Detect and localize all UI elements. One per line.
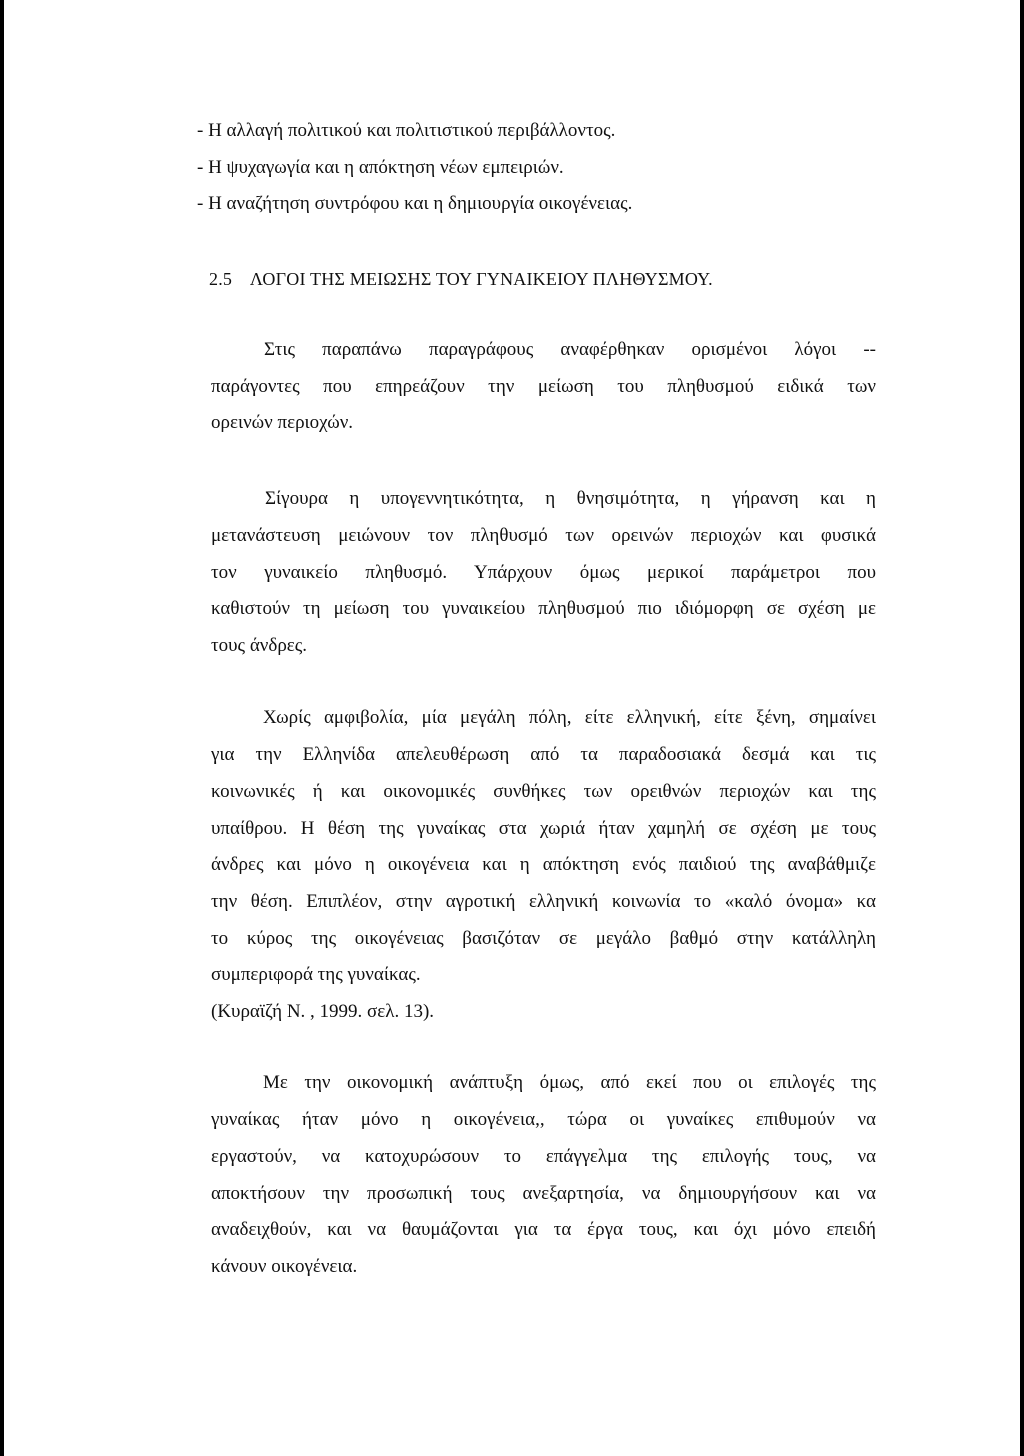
paragraph-1-line-3: ορεινών περιοχών. [211,412,354,433]
bullet-item-2: - Η ψυχαγωγία και η απόκτηση νέων εμπειριών. [197,157,564,178]
citation: (Κυραϊζή Ν. , 1999. σελ. 13). [211,1001,435,1022]
paragraph-4-line-5: αναδειχθούν, και να θαυμάζονται για τα έργα τους, και όχι μόνο επειδή [211,1219,876,1240]
section-number: 2.5 [209,269,233,289]
paragraph-4-line-1: Με την οικονομική ανάπτυξη όμως, από εκεί που οι επιλογές της [263,1072,876,1093]
paragraph-2-line-2: μετανάστευση μειώνουν τον πληθυσμό των ορεινών περιοχών και φυσικά [211,525,876,546]
paragraph-4-line-6: κάνουν οικογένεια. [211,1256,358,1277]
paragraph-1-line-2: παράγοντες που επηρεάζουν την μείωση του πληθυσμού ειδικά των [211,376,876,397]
paragraph-3-line-3: κοινωνικές ή και οικονομικές συνθήκες των ορειθνών περιοχών και της [211,781,876,802]
paragraph-4-line-2: γυναίκας ήταν μόνο η οικογένεια,, τώρα οι γυναίκες επιθυμούν να [211,1109,876,1130]
section-title: ΛΟΓΟΙ ΤΗΣ ΜΕΙΩΣΗΣ ΤΟΥ ΓΥΝΑΙΚΕΙΟΥ ΠΛΗΘΥΣΜΟΥ. [249,269,713,289]
paragraph-2-line-5: τους άνδρες. [211,635,308,656]
paragraph-3-line-6: την θέση. Επιπλέον, στην αγροτική ελληνική κοινωνία το «καλό όνομα» κα [211,891,876,912]
paragraph-4-line-4: αποκτήσουν την προσωπική τους ανεξαρτησία, να δημιουργήσουν και να [211,1183,876,1204]
bullet-item-1: - Η αλλαγή πολιτικού και πολιτιστικού περιβάλλοντος. [197,120,616,141]
paragraph-3-line-1: Χωρίς αμφιβολία, μία μεγάλη πόλη, είτε ελληνική, είτε ξένη, σημαίνει [263,707,876,728]
paragraph-2-line-4: καθιστούν τη μείωση του γυναικείου πληθυσμού πιο ιδιόμορφη σε σχέση με [211,598,876,619]
paragraph-3-line-7: το κύρος της οικογένειας βασιζόταν σε μεγάλο βαθμό στην κατάλληλη [211,928,876,949]
paragraph-2-line-1: Σίγουρα η υπογεννητικότητα, η θνησιμότητα, η γήρανση και η [265,488,876,509]
section-heading [209,267,713,291]
bullet-item-3: - Η αναζήτηση συντρόφου και η δημιουργία οικογένειας. [197,193,633,214]
paragraph-3-line-8: συμπεριφορά της γυναίκας. [211,964,421,985]
paragraph-3-line-4: υπαίθρου. Η θέση της γυναίκας στα χωριά ήταν χαμηλή σε σχέση με τους [211,818,876,839]
paragraph-1-line-1: Στις παραπάνω παραγράφους αναφέρθηκαν ορισμένοι λόγοι -- [264,339,876,360]
paragraph-2-line-3: τον γυναικείο πληθυσμό. Υπάρχουν όμως μερικοί παράμετροι που [211,562,876,583]
paragraph-3-line-2: για την Ελληνίδα απελευθέρωση από τα παραδοσιακά δεσμά και τις [211,744,876,765]
paragraph-4-line-3: εργαστούν, να κατοχυρώσουν το επάγγελμα της επιλογής τους, να [211,1146,876,1167]
paragraph-3-line-5: άνδρες και μόνο η οικογένεια και η απόκτηση ενός παιδιού της αναβάθμιζε [211,854,876,875]
